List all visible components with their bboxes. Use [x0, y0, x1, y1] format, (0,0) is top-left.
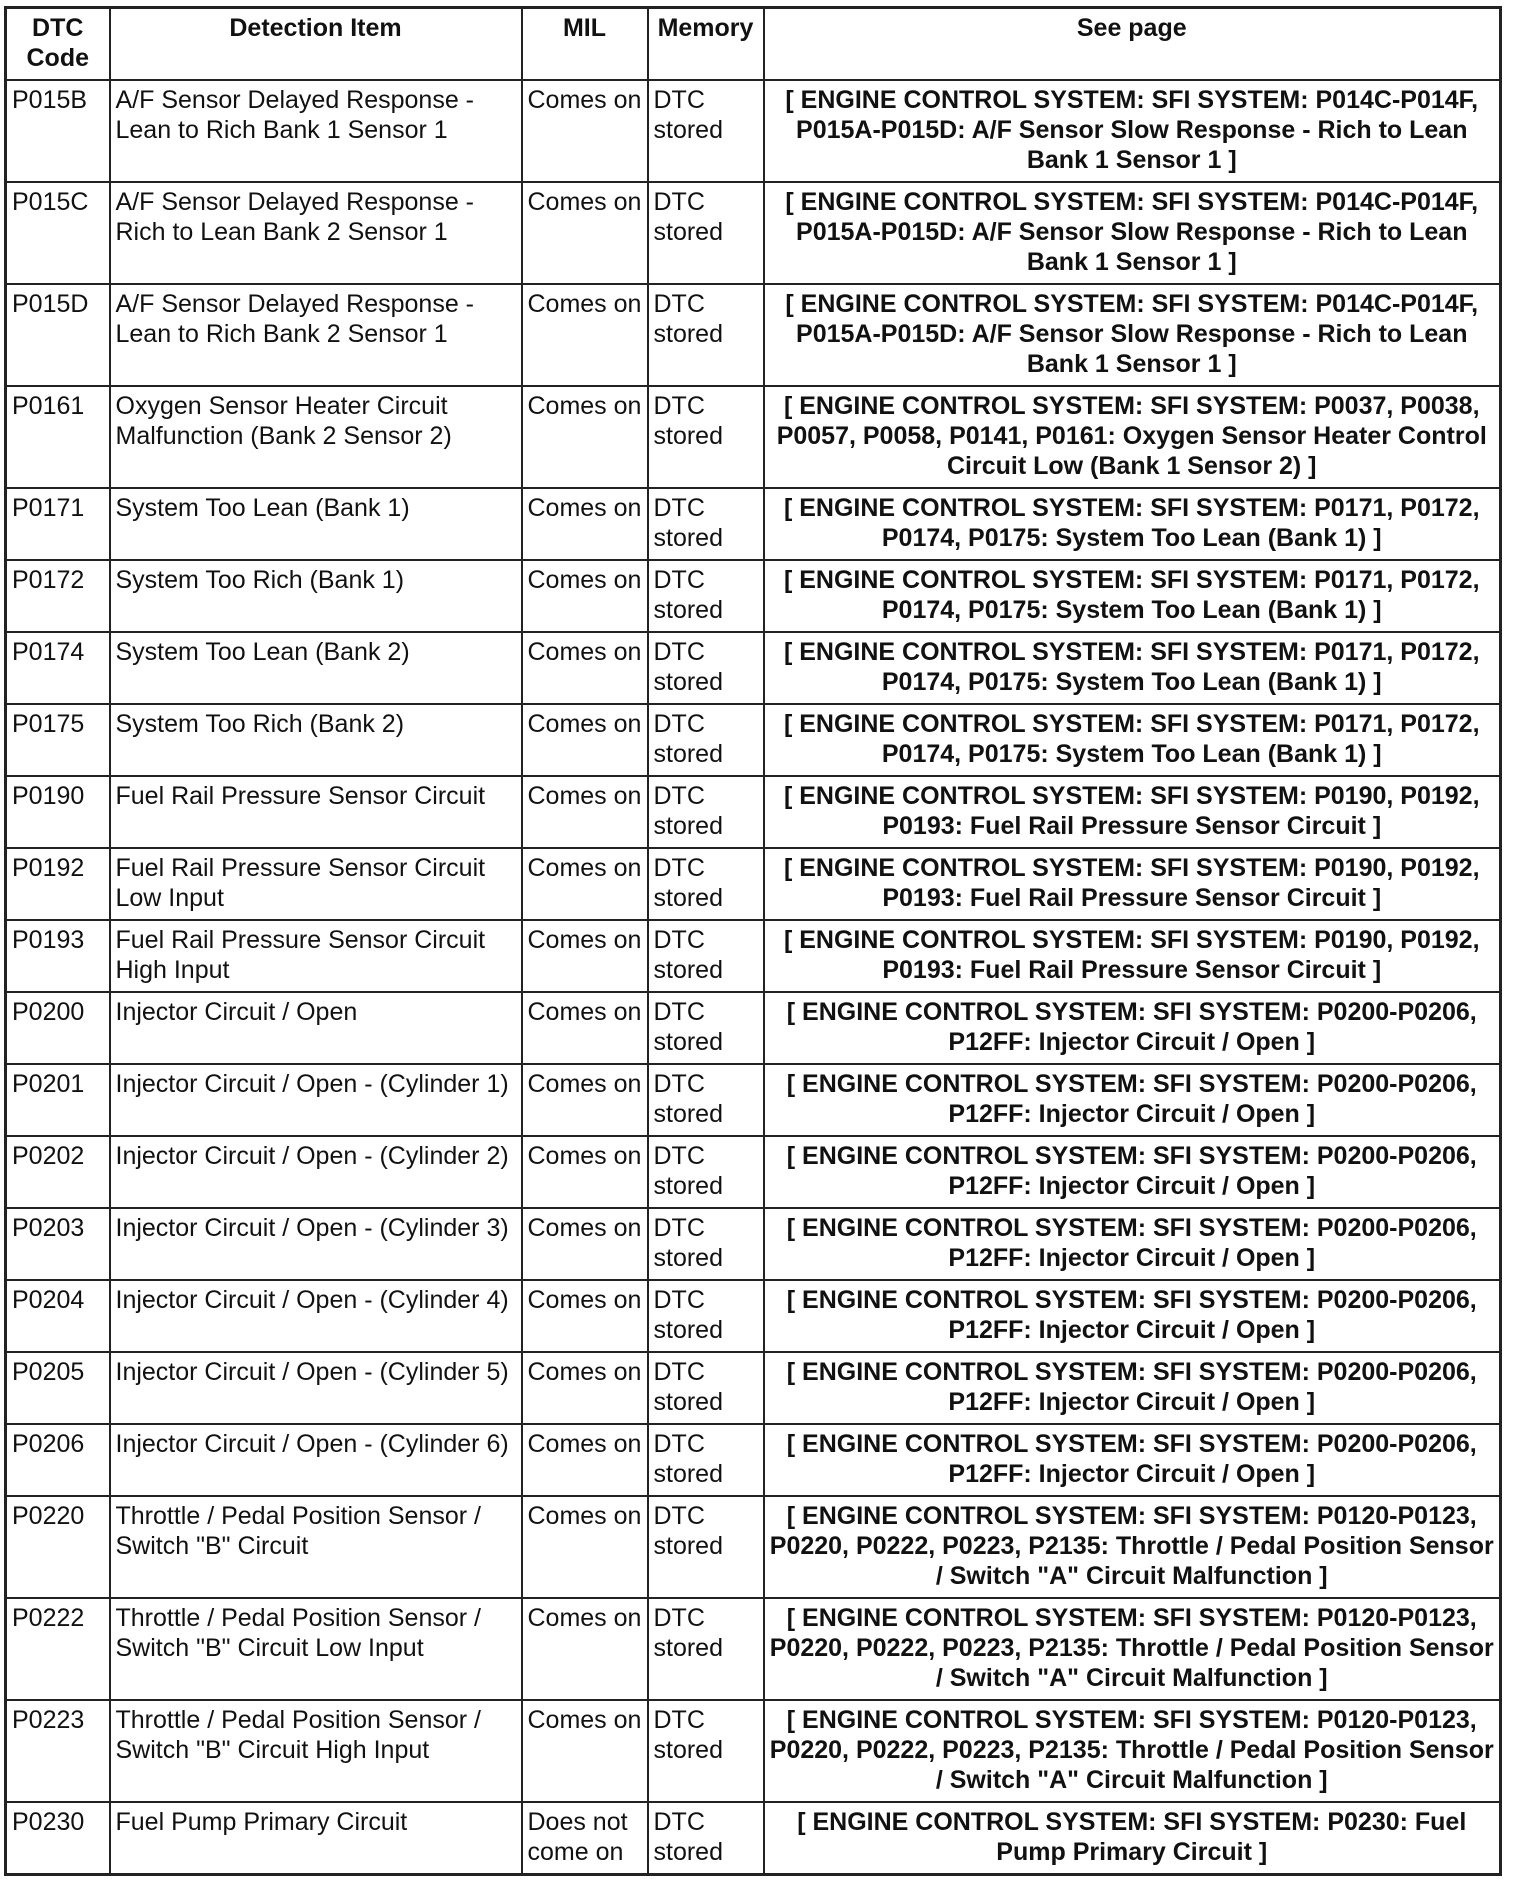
- header-dtc-code: DTC Code: [6, 8, 110, 81]
- see-page-link[interactable]: [ ENGINE CONTROL SYSTEM: SFI SYSTEM: P0230: Fuel Pump Primary Circuit ]: [764, 1802, 1501, 1875]
- see-page-link[interactable]: [ ENGINE CONTROL SYSTEM: SFI SYSTEM: P0200-P0206, P12FF: Injector Circuit / Open ]: [764, 1208, 1501, 1280]
- memory-cell: DTC stored: [648, 1064, 764, 1136]
- see-page-link[interactable]: [ ENGINE CONTROL SYSTEM: SFI SYSTEM: P0171, P0172, P0174, P0175: System Too Lean (Bank 1) ]: [764, 632, 1501, 704]
- detection-item-cell: System Too Rich (Bank 2): [110, 704, 522, 776]
- mil-cell: Comes on: [522, 1352, 648, 1424]
- mil-cell: Comes on: [522, 182, 648, 284]
- mil-cell: Comes on: [522, 776, 648, 848]
- detection-item-cell: Injector Circuit / Open: [110, 992, 522, 1064]
- detection-item-cell: Fuel Rail Pressure Sensor Circuit Low Input: [110, 848, 522, 920]
- table-row: [6, 920, 1501, 992]
- table-row: [6, 1280, 1501, 1352]
- table-row: [6, 1064, 1501, 1136]
- mil-cell: Comes on: [522, 704, 648, 776]
- see-page-link[interactable]: [ ENGINE CONTROL SYSTEM: SFI SYSTEM: P0171, P0172, P0174, P0175: System Too Lean (Bank 1) ]: [764, 704, 1501, 776]
- see-page-link[interactable]: [ ENGINE CONTROL SYSTEM: SFI SYSTEM: P0190, P0192, P0193: Fuel Rail Pressure Sensor Circuit ]: [764, 920, 1501, 992]
- memory-cell: DTC stored: [648, 1280, 764, 1352]
- mil-cell: Comes on: [522, 1208, 648, 1280]
- header-see-page: See page: [764, 8, 1501, 81]
- header-detection-item: Detection Item: [110, 8, 522, 81]
- mil-cell: Comes on: [522, 992, 648, 1064]
- table-row: [6, 1136, 1501, 1208]
- header-row: [6, 8, 1501, 81]
- detection-item-cell: Throttle / Pedal Position Sensor / Switch "B" Circuit Low Input: [110, 1598, 522, 1700]
- memory-cell: DTC stored: [648, 632, 764, 704]
- mil-cell: Comes on: [522, 488, 648, 560]
- mil-cell: Comes on: [522, 632, 648, 704]
- detection-item-cell: System Too Rich (Bank 1): [110, 560, 522, 632]
- see-page-link[interactable]: [ ENGINE CONTROL SYSTEM: SFI SYSTEM: P014C-P014F, P015A-P015D: A/F Sensor Slow Response - Rich to Lean Bank 1 Sensor 1 ]: [764, 284, 1501, 386]
- table-row: [6, 560, 1501, 632]
- memory-cell: DTC stored: [648, 284, 764, 386]
- memory-cell: DTC stored: [648, 80, 764, 182]
- memory-cell: DTC stored: [648, 848, 764, 920]
- memory-cell: DTC stored: [648, 1496, 764, 1598]
- mil-cell: Comes on: [522, 920, 648, 992]
- dtc-code-cell: P0206: [6, 1424, 110, 1496]
- memory-cell: DTC stored: [648, 1136, 764, 1208]
- dtc-code-cell: P0202: [6, 1136, 110, 1208]
- memory-cell: DTC stored: [648, 776, 764, 848]
- memory-cell: DTC stored: [648, 1802, 764, 1875]
- table-row: [6, 488, 1501, 560]
- table-row: [6, 776, 1501, 848]
- table-row: [6, 1424, 1501, 1496]
- mil-cell: Comes on: [522, 1280, 648, 1352]
- table-row: [6, 1802, 1501, 1875]
- dtc-code-cell: P0193: [6, 920, 110, 992]
- detection-item-cell: Injector Circuit / Open - (Cylinder 5): [110, 1352, 522, 1424]
- mil-cell: Comes on: [522, 1424, 648, 1496]
- table-row: [6, 1496, 1501, 1598]
- detection-item-cell: Throttle / Pedal Position Sensor / Switch "B" Circuit High Input: [110, 1700, 522, 1802]
- dtc-code-cell: P0174: [6, 632, 110, 704]
- dtc-code-cell: P015D: [6, 284, 110, 386]
- detection-item-cell: Fuel Rail Pressure Sensor Circuit High Input: [110, 920, 522, 992]
- dtc-code-cell: P015C: [6, 182, 110, 284]
- see-page-link[interactable]: [ ENGINE CONTROL SYSTEM: SFI SYSTEM: P0190, P0192, P0193: Fuel Rail Pressure Sensor Circuit ]: [764, 776, 1501, 848]
- memory-cell: DTC stored: [648, 182, 764, 284]
- mil-cell: Does not come on: [522, 1802, 648, 1875]
- dtc-code-cell: P0201: [6, 1064, 110, 1136]
- detection-item-cell: Fuel Pump Primary Circuit: [110, 1802, 522, 1875]
- mil-cell: Comes on: [522, 1598, 648, 1700]
- table-row: [6, 992, 1501, 1064]
- detection-item-cell: Injector Circuit / Open - (Cylinder 4): [110, 1280, 522, 1352]
- see-page-link[interactable]: [ ENGINE CONTROL SYSTEM: SFI SYSTEM: P0120-P0123, P0220, P0222, P0223, P2135: Throttle / Pedal Position Sensor / Switch "A" Circuit Malfunction ]: [764, 1700, 1501, 1802]
- table-row: [6, 704, 1501, 776]
- table-row: [6, 1352, 1501, 1424]
- dtc-code-cell: P0200: [6, 992, 110, 1064]
- memory-cell: DTC stored: [648, 1700, 764, 1802]
- table-row: [6, 386, 1501, 488]
- table-body: [6, 80, 1501, 1875]
- detection-item-cell: Oxygen Sensor Heater Circuit Malfunction (Bank 2 Sensor 2): [110, 386, 522, 488]
- table-row: [6, 1700, 1501, 1802]
- memory-cell: DTC stored: [648, 386, 764, 488]
- dtc-code-cell: P015B: [6, 80, 110, 182]
- see-page-link[interactable]: [ ENGINE CONTROL SYSTEM: SFI SYSTEM: P0200-P0206, P12FF: Injector Circuit / Open ]: [764, 1064, 1501, 1136]
- mil-cell: Comes on: [522, 386, 648, 488]
- table-row: [6, 848, 1501, 920]
- memory-cell: DTC stored: [648, 1424, 764, 1496]
- see-page-link[interactable]: [ ENGINE CONTROL SYSTEM: SFI SYSTEM: P0171, P0172, P0174, P0175: System Too Lean (Bank 1) ]: [764, 560, 1501, 632]
- dtc-code-cell: P0161: [6, 386, 110, 488]
- detection-item-cell: Injector Circuit / Open - (Cylinder 2): [110, 1136, 522, 1208]
- dtc-code-cell: P0203: [6, 1208, 110, 1280]
- see-page-link[interactable]: [ ENGINE CONTROL SYSTEM: SFI SYSTEM: P0190, P0192, P0193: Fuel Rail Pressure Sensor Circuit ]: [764, 848, 1501, 920]
- mil-cell: Comes on: [522, 560, 648, 632]
- table-row: [6, 1598, 1501, 1700]
- dtc-code-cell: P0205: [6, 1352, 110, 1424]
- mil-cell: Comes on: [522, 1064, 648, 1136]
- dtc-code-cell: P0175: [6, 704, 110, 776]
- dtc-code-cell: P0190: [6, 776, 110, 848]
- detection-item-cell: Injector Circuit / Open - (Cylinder 1): [110, 1064, 522, 1136]
- see-page-link[interactable]: [ ENGINE CONTROL SYSTEM: SFI SYSTEM: P0120-P0123, P0220, P0222, P0223, P2135: Throttle / Pedal Position Sensor / Switch "A" Circuit Malfunction ]: [764, 1598, 1501, 1700]
- detection-item-cell: A/F Sensor Delayed Response - Lean to Rich Bank 2 Sensor 1: [110, 284, 522, 386]
- detection-item-cell: System Too Lean (Bank 2): [110, 632, 522, 704]
- memory-cell: DTC stored: [648, 920, 764, 992]
- detection-item-cell: Throttle / Pedal Position Sensor / Switch "B" Circuit: [110, 1496, 522, 1598]
- memory-cell: DTC stored: [648, 992, 764, 1064]
- see-page-link[interactable]: [ ENGINE CONTROL SYSTEM: SFI SYSTEM: P0200-P0206, P12FF: Injector Circuit / Open ]: [764, 1280, 1501, 1352]
- mil-cell: Comes on: [522, 848, 648, 920]
- dtc-code-cell: P0222: [6, 1598, 110, 1700]
- table-row: [6, 632, 1501, 704]
- mil-cell: Comes on: [522, 1496, 648, 1598]
- table-row: [6, 182, 1501, 284]
- table-row: [6, 284, 1501, 386]
- dtc-code-cell: P0204: [6, 1280, 110, 1352]
- see-page-link[interactable]: [ ENGINE CONTROL SYSTEM: SFI SYSTEM: P0120-P0123, P0220, P0222, P0223, P2135: Throttle / Pedal Position Sensor / Switch "A" Circuit Malfunction ]: [764, 1496, 1501, 1598]
- header-memory: Memory: [648, 8, 764, 81]
- table-row: [6, 80, 1501, 182]
- detection-item-cell: A/F Sensor Delayed Response - Lean to Rich Bank 1 Sensor 1: [110, 80, 522, 182]
- see-page-link[interactable]: [ ENGINE CONTROL SYSTEM: SFI SYSTEM: P0171, P0172, P0174, P0175: System Too Lean (Bank 1) ]: [764, 488, 1501, 560]
- see-page-link[interactable]: [ ENGINE CONTROL SYSTEM: SFI SYSTEM: P0200-P0206, P12FF: Injector Circuit / Open ]: [764, 1352, 1501, 1424]
- dtc-table: [4, 6, 1502, 1876]
- detection-item-cell: Injector Circuit / Open - (Cylinder 3): [110, 1208, 522, 1280]
- mil-cell: Comes on: [522, 1136, 648, 1208]
- memory-cell: DTC stored: [648, 488, 764, 560]
- dtc-code-cell: P0171: [6, 488, 110, 560]
- dtc-code-cell: P0223: [6, 1700, 110, 1802]
- see-page-link[interactable]: [ ENGINE CONTROL SYSTEM: SFI SYSTEM: P0200-P0206, P12FF: Injector Circuit / Open ]: [764, 992, 1501, 1064]
- memory-cell: DTC stored: [648, 704, 764, 776]
- mil-cell: Comes on: [522, 80, 648, 182]
- table-row: [6, 1208, 1501, 1280]
- detection-item-cell: A/F Sensor Delayed Response - Rich to Lean Bank 2 Sensor 1: [110, 182, 522, 284]
- dtc-code-cell: P0220: [6, 1496, 110, 1598]
- see-page-link[interactable]: [ ENGINE CONTROL SYSTEM: SFI SYSTEM: P014C-P014F, P015A-P015D: A/F Sensor Slow Response - Rich to Lean Bank 1 Sensor 1 ]: [764, 80, 1501, 182]
- memory-cell: DTC stored: [648, 1208, 764, 1280]
- memory-cell: DTC stored: [648, 1598, 764, 1700]
- see-page-link[interactable]: [ ENGINE CONTROL SYSTEM: SFI SYSTEM: P0200-P0206, P12FF: Injector Circuit / Open ]: [764, 1424, 1501, 1496]
- see-page-link[interactable]: [ ENGINE CONTROL SYSTEM: SFI SYSTEM: P0200-P0206, P12FF: Injector Circuit / Open ]: [764, 1136, 1501, 1208]
- header-mil: MIL: [522, 8, 648, 81]
- mil-cell: Comes on: [522, 284, 648, 386]
- detection-item-cell: System Too Lean (Bank 1): [110, 488, 522, 560]
- dtc-code-cell: P0192: [6, 848, 110, 920]
- dtc-code-cell: P0230: [6, 1802, 110, 1875]
- memory-cell: DTC stored: [648, 560, 764, 632]
- detection-item-cell: Fuel Rail Pressure Sensor Circuit: [110, 776, 522, 848]
- dtc-code-cell: P0172: [6, 560, 110, 632]
- see-page-link[interactable]: [ ENGINE CONTROL SYSTEM: SFI SYSTEM: P0037, P0038, P0057, P0058, P0141, P0161: Oxygen Sensor Heater Control Circuit Low (Bank 1 Sensor 2) ]: [764, 386, 1501, 488]
- see-page-link[interactable]: [ ENGINE CONTROL SYSTEM: SFI SYSTEM: P014C-P014F, P015A-P015D: A/F Sensor Slow Response - Rich to Lean Bank 1 Sensor 1 ]: [764, 182, 1501, 284]
- memory-cell: DTC stored: [648, 1352, 764, 1424]
- mil-cell: Comes on: [522, 1700, 648, 1802]
- detection-item-cell: Injector Circuit / Open - (Cylinder 6): [110, 1424, 522, 1496]
